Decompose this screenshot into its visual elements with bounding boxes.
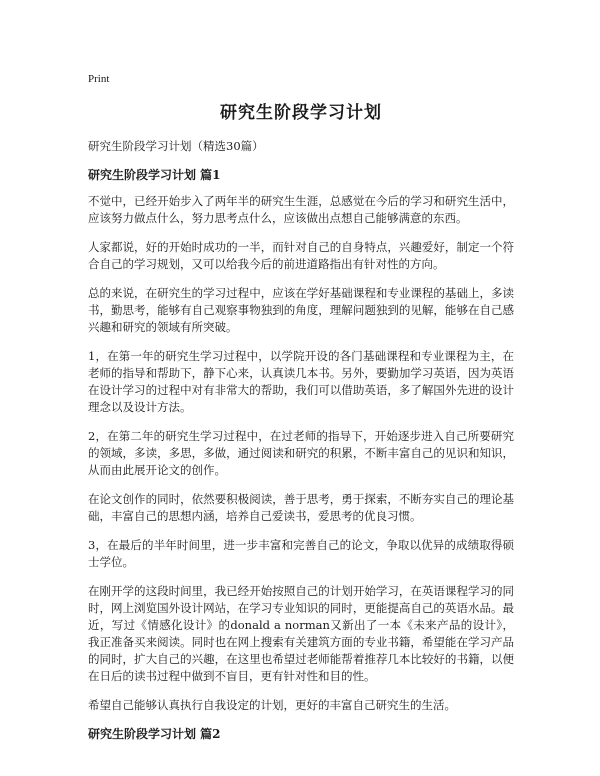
paragraph: 2，在第二年的研究生学习过程中，在过老师的指导下，开始逐步进入自己所要研究的领域，多读，多思，多做，通过阅读和研究的积累，不断丰富自己的见识和知识，从而由此展开论文的创作。 bbox=[88, 429, 514, 477]
paragraph: 希望自己能够认真执行自我设定的计划，更好的丰富自己研究生的生活。 bbox=[88, 698, 456, 712]
paragraph: 3，在最后的半年时间里，进一步丰富和完善自己的论文，争取以优异的成绩取得硕士学位。 bbox=[88, 538, 514, 569]
paragraph: 1，在第一年的研究生学习过程中，以学院开设的各门基础课程和专业课程为主，在老师的指导和帮助下，静下心来，认真读几本书。另外，要勤加学习英语，因为英语在设计学习的过程中对有非常大的帮助，我们可以借助英语，多了解国外先进的设计理念以及设计方法。 bbox=[88, 349, 514, 414]
document-subtitle: 研究生阶段学习计划（精选30篇） bbox=[88, 139, 264, 153]
paragraph: 在刚开学的这段时间里，我已经开始按照自己的计划开始学习，在英语课程学习的同时，网上浏览国外设计网站，在学习专业知识的同时，更能提高自己的英语水品。最近，写过《情感化设计》的donald a norman又新出了一本《未来产品的设计》，我正准备买来阅读。同时也在网上搜索有关建筑方面的专业书籍，希望能在学习产品的同时，扩大自己的兴趣，在这里也希望过老师能帮着推荐几本比较好的书籍，以便在日后的读书过程中做到不盲目，更有针对性和目的性。 bbox=[88, 584, 514, 683]
section-heading-2: 研究生阶段学习计划 篇2 bbox=[88, 727, 221, 741]
paragraph: 在论文创作的同时，依然要积极阅读，善于思考，勇于探索，不断夯实自己的理论基础，丰富自己的思想内涵，培养自己爱读书，爱思考的优良习惯。 bbox=[88, 492, 514, 523]
page-title: 研究生阶段学习计划 bbox=[220, 103, 382, 123]
paragraph: 人家都说，好的开始时成功的一半，而针对自己的自身特点，兴趣爱好，制定一个符合自己的学习规划，又可以给我今后的前进道路指出有针对性的方向。 bbox=[88, 240, 514, 271]
paragraph: 总的来说，在研究生的学习过程中，应该在学好基础课程和专业课程的基础上，多读书，勤思考，能够有自己观察事物独到的角度，理解问题独到的见解，能够在自己感兴趣和研究的领域有所突破。 bbox=[88, 286, 514, 334]
print-label: Print bbox=[88, 73, 110, 85]
section-heading-1: 研究生阶段学习计划 篇1 bbox=[88, 168, 221, 182]
paragraph: 不觉中，已经开始步入了两年半的研究生生涯，总感觉在今后的学习和研究生活中，应该努力做点什么，努力思考点什么，应该做出点想自己能够满意的东西。 bbox=[88, 194, 514, 225]
